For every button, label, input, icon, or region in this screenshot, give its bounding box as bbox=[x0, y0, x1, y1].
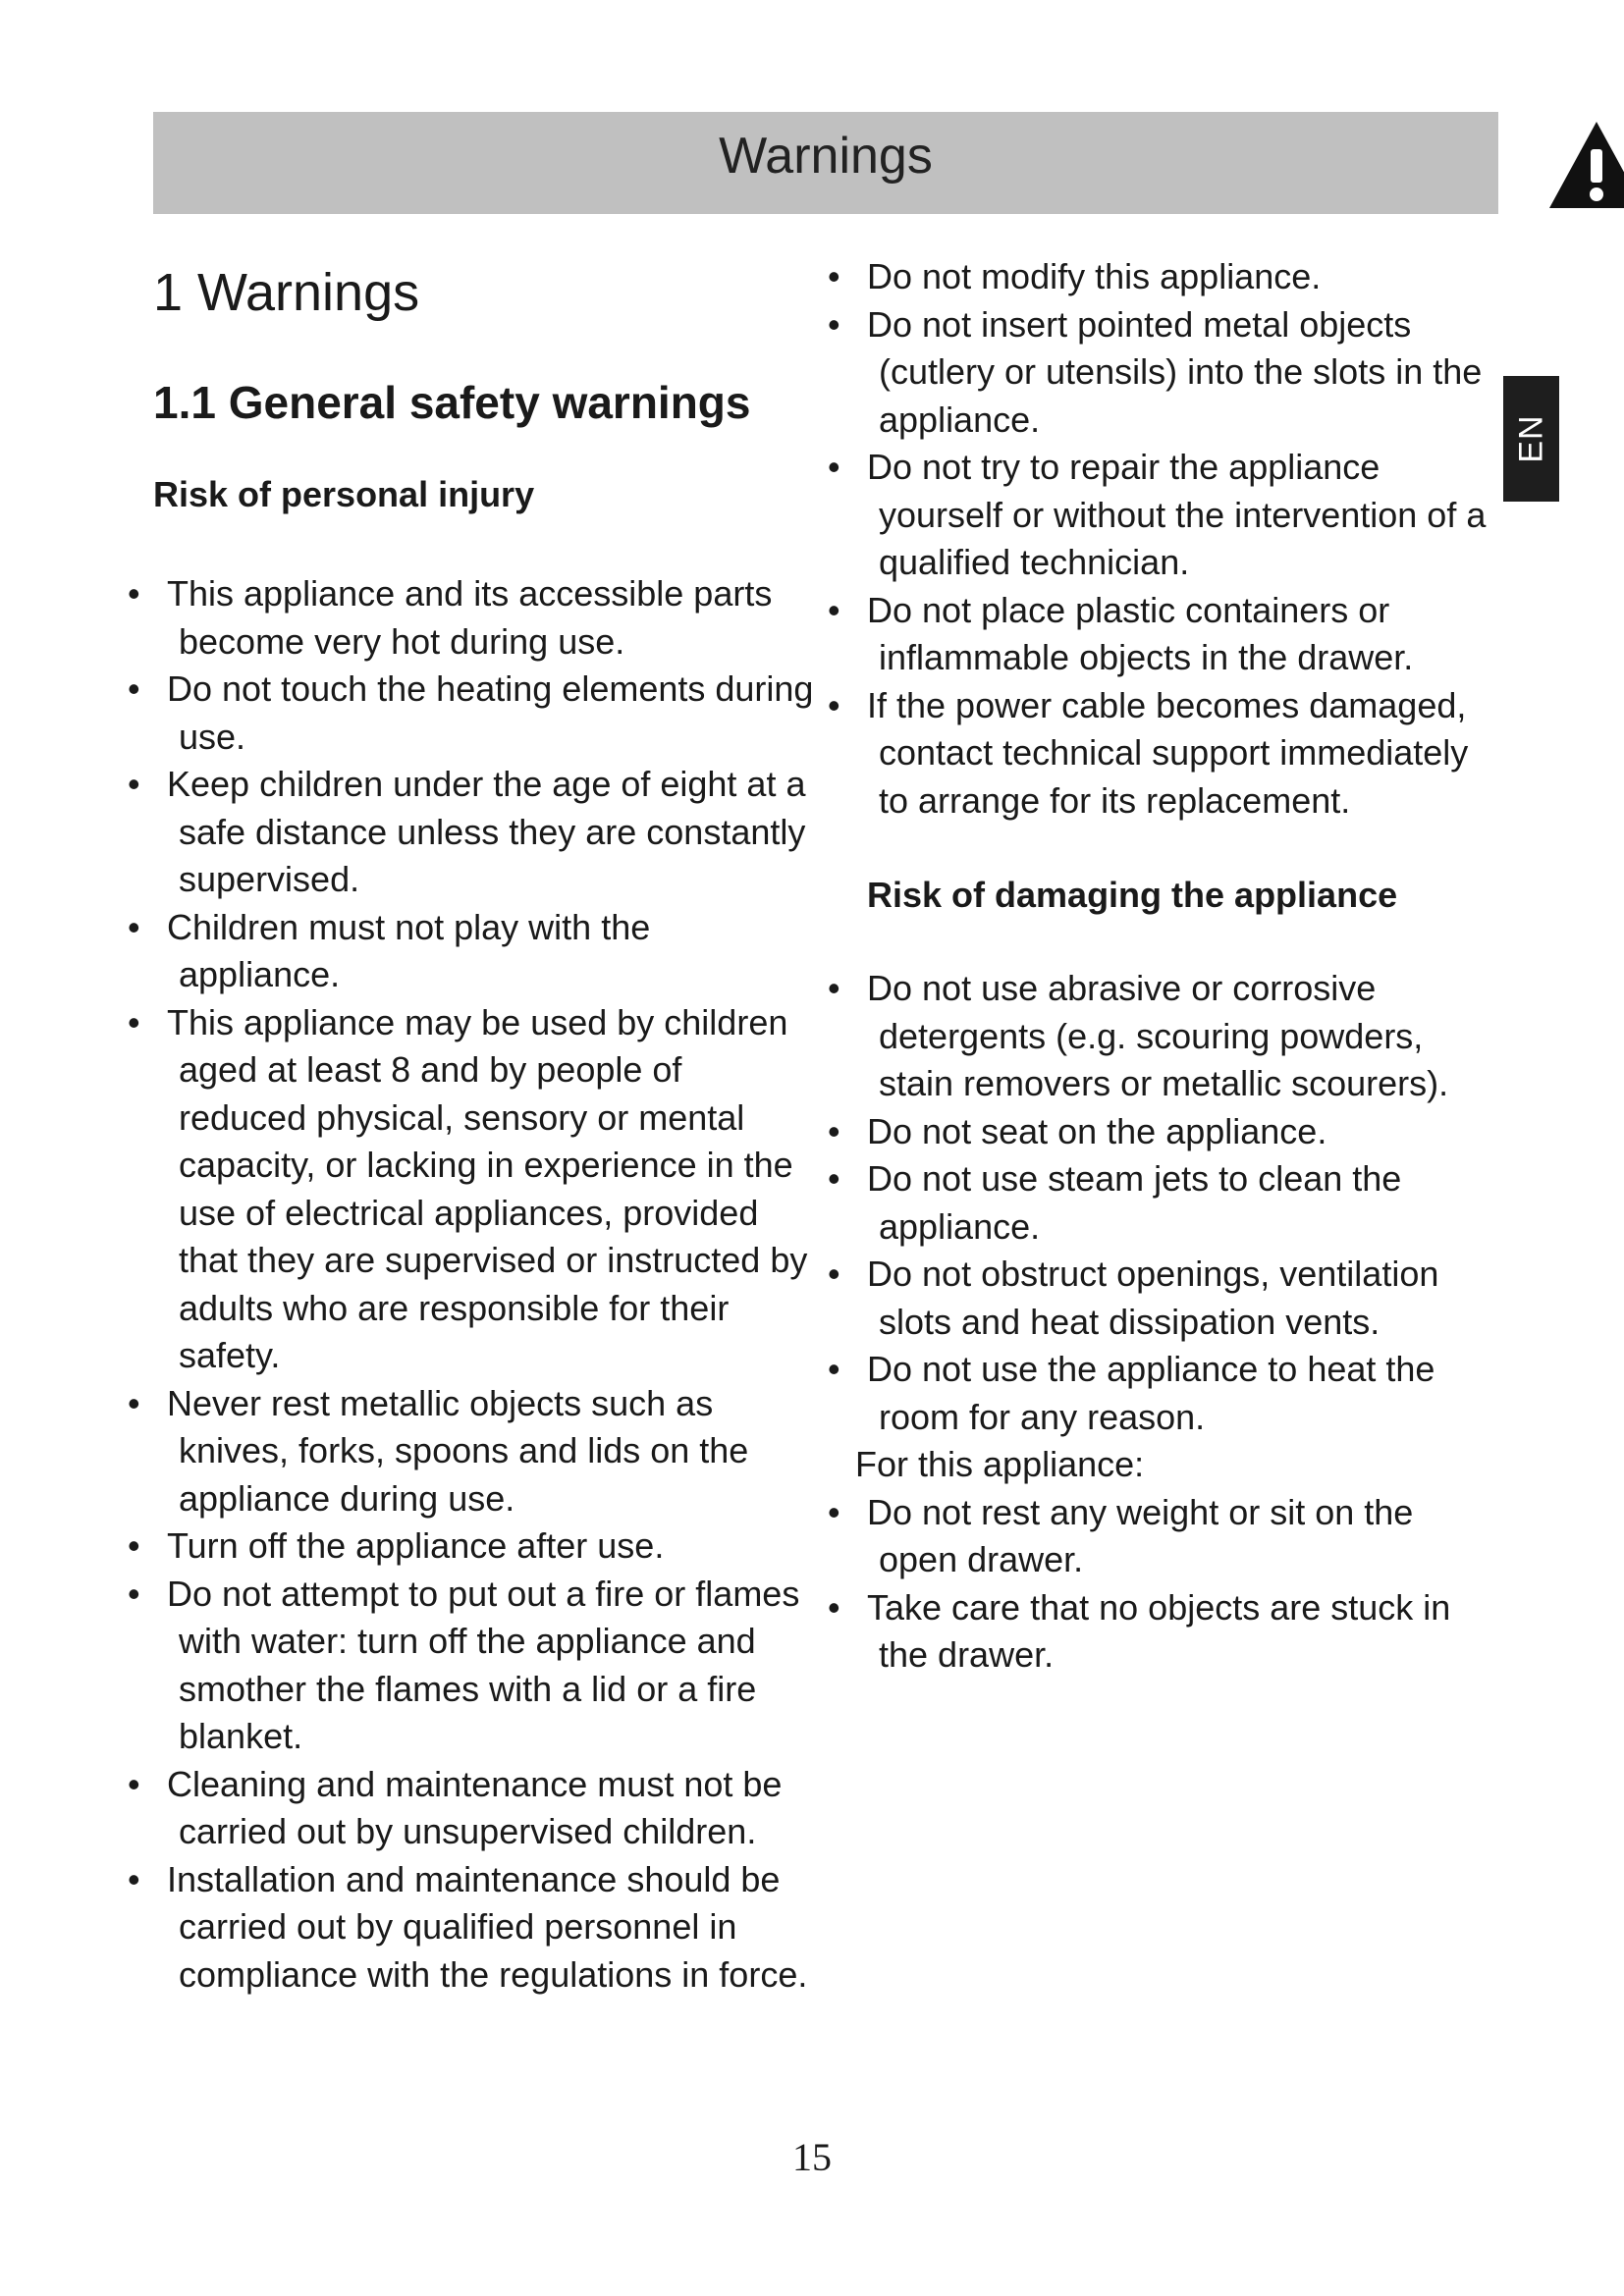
list-item: • Do not modify this appliance. bbox=[828, 253, 1495, 301]
list-item: • Take care that no objects are stuck in the drawer. bbox=[828, 1584, 1495, 1680]
risk-heading-damaging-appliance: Risk of damaging the appliance bbox=[867, 875, 1398, 915]
risk-heading-personal-injury: Risk of personal injury bbox=[153, 473, 535, 514]
list-item: • Do not use the appliance to heat the room for any reason. bbox=[828, 1346, 1495, 1441]
section-title: 1 Warnings bbox=[153, 263, 420, 322]
list-item: • Do not use steam jets to clean the appliance. bbox=[828, 1155, 1495, 1251]
right-column bbox=[828, 253, 1495, 1680]
list-item: • Do not place plastic containers or inflammable objects in the drawer. bbox=[828, 587, 1495, 682]
list-item: • Do not use abrasive or corrosive detergents (e.g. scouring powders, stain removers or metallic scourers). bbox=[828, 965, 1495, 1108]
header-title: Warnings bbox=[719, 128, 933, 185]
general-warnings-list bbox=[828, 253, 1495, 825]
list-item: • Do not rest any weight or sit on the open drawer. bbox=[828, 1489, 1495, 1584]
left-column bbox=[128, 253, 815, 1999]
list-item: • If the power cable becomes damaged, contact technical support immediately to arrange for its replacement. bbox=[828, 682, 1495, 826]
list-item: • This appliance may be used by children aged at least 8 and by people of reduced physical, sensory or mental capacity, or lacking in experience in the use of electrical appliances, provided that they are supervised or instructed by adults who are responsible for their safety. bbox=[128, 999, 815, 1380]
list-item: • Keep children under the age of eight at a safe distance unless they are constantly supervised. bbox=[128, 761, 815, 904]
warning-triangle-icon bbox=[1547, 120, 1624, 210]
list-item: • Cleaning and maintenance must not be carried out by unsupervised children. bbox=[128, 1761, 815, 1856]
list-item: • Do not insert pointed metal objects (cutlery or utensils) into the slots in the appliance. bbox=[828, 301, 1495, 445]
header-bar bbox=[153, 112, 1498, 214]
damage-risk-list bbox=[828, 965, 1495, 1441]
language-tab-label: EN bbox=[1512, 414, 1549, 463]
list-item: • Children must not play with the appliance. bbox=[128, 904, 815, 999]
list-item: • Do not touch the heating elements during use. bbox=[128, 666, 815, 761]
list-item: • Never rest metallic objects such as knives, forks, spoons and lids on the appliance during use. bbox=[128, 1380, 815, 1523]
for-this-appliance-label: For this appliance: bbox=[855, 1444, 1145, 1485]
subsection-title: 1.1 General safety warnings bbox=[153, 376, 751, 428]
language-tab bbox=[1503, 376, 1559, 502]
list-item: • Do not obstruct openings, ventilation slots and heat dissipation vents. bbox=[828, 1251, 1495, 1346]
appliance-list bbox=[828, 1489, 1495, 1680]
list-item: • Do not seat on the appliance. bbox=[828, 1108, 1495, 1156]
list-item: • Turn off the appliance after use. bbox=[128, 1522, 815, 1571]
list-item: • This appliance and its accessible parts become very hot during use. bbox=[128, 570, 815, 666]
list-item: • Installation and maintenance should be carried out by qualified personnel in compliance with the regulations in force. bbox=[128, 1856, 815, 2000]
personal-injury-list bbox=[128, 570, 815, 1999]
page-number: 15 bbox=[792, 2135, 832, 2179]
list-item: • Do not try to repair the appliance yourself or without the intervention of a qualified technician. bbox=[828, 444, 1495, 587]
list-item: • Do not attempt to put out a fire or flames with water: turn off the appliance and smother the flames with a lid or a fire blanket. bbox=[128, 1571, 815, 1761]
